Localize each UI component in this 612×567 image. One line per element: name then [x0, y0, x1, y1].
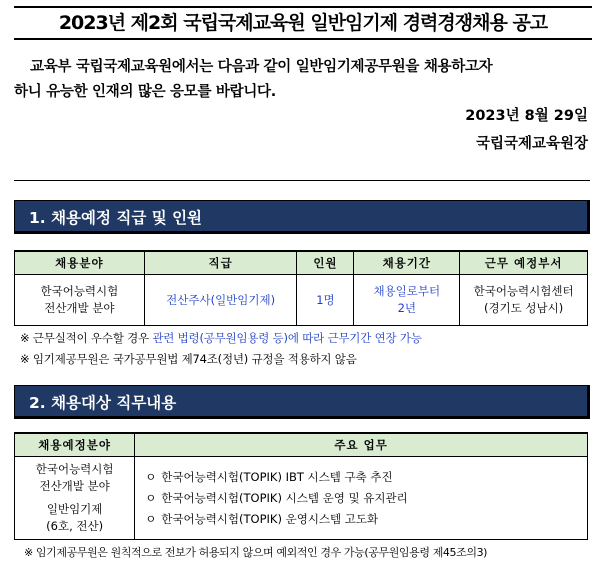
col-main-duties: 주요 업무	[135, 433, 588, 457]
field-line-1: 한국어능력시험	[40, 284, 119, 298]
note-extension	[20, 330, 422, 346]
intro-line-2: 하니 유능한 인재의 많은 응모를 바랍니다.	[14, 84, 276, 100]
duties-table	[14, 432, 588, 540]
cell-duties	[135, 457, 588, 540]
footnote-transfer: ※ 임기제공무원은 원칙적으로 전보가 허용되지 않으며 예외적인 경우 가능(공무원임용령 제45조의3)	[24, 546, 488, 559]
divider-line	[14, 180, 590, 181]
table-row	[15, 457, 588, 540]
duty-text: 한국어능력시험(TOPIK) IBT 시스템 구축 추진	[161, 469, 393, 484]
intro-paragraph	[14, 55, 594, 105]
duty-text: 한국어능력시험(TOPIK) 운영시스템 고도화	[161, 511, 379, 526]
note-extension-prefix: ※ 근무실적이 우수할 경우	[20, 331, 153, 345]
section-2-heading: 2. 채용대상 직무내용	[14, 385, 590, 419]
col-field: 채용분야	[15, 251, 145, 275]
list-item	[145, 509, 587, 530]
bullet-icon: ㅇ	[145, 511, 157, 526]
planned-grade-line-2: (6호, 전산)	[46, 519, 104, 533]
field-line-2: 전산개발 분야	[44, 301, 115, 315]
bullet-icon: ㅇ	[145, 490, 157, 505]
period-line-1: 채용일로부터	[373, 284, 441, 298]
col-count: 인원	[297, 251, 354, 275]
intro-line-1: 교육부 국립국제교육원에서는 다음과 같이 일반임기제공무원을 채용하고자	[30, 59, 493, 75]
list-item	[145, 467, 587, 488]
duty-text: 한국어능력시험(TOPIK) 시스템 운영 및 유지관리	[161, 490, 408, 505]
notice-title: 2023년 제2회 국립국제교육원 일반임기제 경력경쟁채용 공고	[14, 6, 592, 40]
planned-field-line-1: 한국어능력시험	[35, 462, 114, 476]
cell-count: 1명	[297, 275, 354, 326]
notice-date: 2023년 8월 29일	[465, 108, 588, 124]
cell-period	[354, 275, 460, 326]
dept-line-2: (경기도 성남시)	[483, 301, 564, 315]
table-row	[15, 275, 588, 326]
section-1-heading: 1. 채용예정 직급 및 인원	[14, 200, 590, 234]
cell-planned-field	[15, 457, 135, 540]
list-item	[145, 488, 587, 509]
cell-grade: 전산주사(일반임기제)	[144, 275, 297, 326]
organization-name: 국립국제교육원장	[475, 136, 588, 152]
positions-table-header	[15, 251, 588, 275]
col-dept: 근무 예정부서	[460, 251, 588, 275]
note-extension-highlight: 관련 법령(공무원임용령 등)에 따라 근무기간 연장 가능	[152, 331, 422, 345]
col-planned-field: 채용예정분야	[15, 433, 135, 457]
col-grade: 직급	[144, 251, 297, 275]
col-period: 채용기간	[354, 251, 460, 275]
planned-grade-line-1: 일반임기제	[46, 502, 103, 516]
cell-field	[15, 275, 145, 326]
cell-dept	[460, 275, 588, 326]
period-line-2: 2년	[397, 301, 417, 315]
bullet-icon: ㅇ	[145, 469, 157, 484]
dept-line-1: 한국어능력시험센터	[473, 284, 574, 298]
positions-table	[14, 250, 588, 326]
note-retirement: ※ 임기제공무원은 국가공무원법 제74조(정년) 규정을 적용하지 않음	[20, 352, 357, 366]
planned-field-line-2: 전산개발 분야	[39, 479, 110, 493]
duties-table-header	[15, 433, 588, 457]
